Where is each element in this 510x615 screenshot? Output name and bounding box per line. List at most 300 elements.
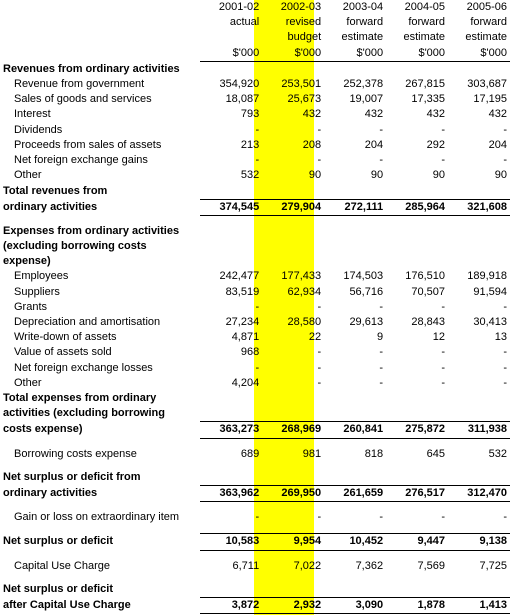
expense-item-label: Suppliers xyxy=(14,285,60,298)
expense-item-value-2: 29,613 xyxy=(349,316,384,329)
spacer-value-1 xyxy=(262,574,324,582)
expense-item-value-4: 13 xyxy=(494,331,507,344)
net-surplus-value-1: 9,954 xyxy=(262,534,324,550)
capital-use-charge xyxy=(0,559,510,574)
expense-item-value-1: 177,433 xyxy=(281,270,322,283)
header-row-3-value-1: $'000 xyxy=(262,46,324,62)
expenses-total-line1-label: Total expenses from ordinary xyxy=(3,392,157,405)
revenues-heading-label: Revenues from ordinary activities xyxy=(3,62,180,75)
expenses-heading-3-value-2 xyxy=(324,254,386,269)
net-ordinary-line1 xyxy=(0,470,510,486)
spacer-label xyxy=(0,550,200,559)
expense-item-value-0: - xyxy=(255,361,260,374)
extraordinary-item-value-4: - xyxy=(503,511,507,524)
spacer xyxy=(0,462,510,470)
revenue-item-value-0: 532 xyxy=(240,169,260,182)
expense-item-value-3: 28,843 xyxy=(411,316,446,329)
expenses-heading-1-value-0 xyxy=(200,224,262,239)
revenue-item-value-1: 90 xyxy=(308,169,322,182)
expense-item-value-0: 968 xyxy=(240,346,260,359)
spacer-value-0 xyxy=(200,574,262,582)
net-ordinary-value-2: 261,659 xyxy=(324,486,386,502)
spacer-label xyxy=(0,502,200,511)
revenue-item-label: Revenue from government xyxy=(14,78,145,90)
expense-item-label: Write-down of assets xyxy=(14,331,117,344)
expense-item-label: Depreciation and amortisation xyxy=(14,316,161,329)
expenses-total-line1-value-0 xyxy=(200,391,262,406)
expenses-heading-3-value-3 xyxy=(386,254,448,269)
revenue-item xyxy=(0,138,510,153)
revenue-item-value-4: - xyxy=(503,154,507,167)
borrowing-costs-value-2: 818 xyxy=(364,447,384,460)
spacer-value-0 xyxy=(200,502,262,511)
expenses-total-line1-value-2 xyxy=(324,391,386,406)
revenue-item-label: Other xyxy=(14,169,42,182)
expense-item-value-3: 12 xyxy=(432,331,446,344)
expense-item-value-3: - xyxy=(441,300,446,313)
net-after-cuc-line1 xyxy=(0,582,510,598)
expenses-total-value-3: 275,872 xyxy=(386,422,448,438)
revenue-item-value-0: - xyxy=(255,123,260,136)
spacer-value-3 xyxy=(386,525,448,534)
spacer-value-4 xyxy=(448,525,510,534)
net-after-cuc-line1-value-0 xyxy=(200,582,262,598)
revenues-heading xyxy=(0,61,510,77)
expenses-heading-2-value-1 xyxy=(262,239,324,254)
expense-item-value-3: 70,507 xyxy=(411,285,446,298)
revenues-heading-value-2 xyxy=(324,61,386,77)
borrowing-costs-label: Borrowing costs expense xyxy=(14,447,137,460)
net-after-cuc-line1-value-3 xyxy=(386,582,448,598)
net-after-cuc-line1-value-4 xyxy=(448,582,510,598)
expenses-total-value-0: 363,273 xyxy=(200,422,262,438)
revenues-heading-value-0 xyxy=(200,61,262,77)
capital-use-charge-value-2: 7,362 xyxy=(355,559,384,572)
revenue-item-label: Net foreign exchange gains xyxy=(14,154,148,167)
expense-item-value-1: - xyxy=(317,376,322,389)
borrowing-costs-value-0: 689 xyxy=(240,447,260,460)
expenses-heading-1-value-3 xyxy=(386,224,448,239)
revenue-item-value-4: 17,195 xyxy=(473,93,507,106)
spacer-value-1 xyxy=(262,550,324,559)
expense-item-value-2: 56,716 xyxy=(349,285,384,298)
revenue-item xyxy=(0,107,510,122)
spacer-value-2 xyxy=(324,525,386,534)
net-after-cuc-line1-label: Net surplus or deficit xyxy=(3,583,114,596)
revenue-item-value-3: - xyxy=(441,154,446,167)
revenue-item-value-2: 19,007 xyxy=(349,93,384,106)
spacer-value-2 xyxy=(324,215,386,224)
extraordinary-item-value-1: - xyxy=(317,511,322,524)
expenses-heading-2-value-4 xyxy=(448,239,510,254)
revenue-item-value-4: 204 xyxy=(488,138,507,151)
spacer-label xyxy=(0,574,200,582)
expense-item-value-3: - xyxy=(441,376,446,389)
spacer-value-4 xyxy=(448,502,510,511)
expenses-total-line2-value-3 xyxy=(386,406,448,422)
capital-use-charge-value-3: 7,569 xyxy=(417,559,446,572)
expense-item-label: Employees xyxy=(14,270,69,283)
expense-item xyxy=(0,300,510,315)
expenses-total-line2-value-0 xyxy=(200,406,262,422)
expense-item-value-2: - xyxy=(379,300,384,313)
expense-item-label: Value of assets sold xyxy=(14,346,112,359)
revenues-total-value-1: 279,904 xyxy=(262,199,324,215)
header-row-3-value-4: $'000 xyxy=(448,46,510,62)
spacer-value-0 xyxy=(200,462,262,470)
expenses-heading-2-value-0 xyxy=(200,239,262,254)
header-row-2-value-0 xyxy=(200,30,262,45)
expenses-heading-2-value-2 xyxy=(324,239,386,254)
expense-item xyxy=(0,361,510,376)
spacer-value-3 xyxy=(386,502,448,511)
expense-item-value-1: 62,934 xyxy=(287,285,322,298)
borrowing-costs xyxy=(0,447,510,462)
expenses-total-label: costs expense) xyxy=(3,423,83,436)
revenue-item-value-1: 253,501 xyxy=(281,78,322,90)
expense-item-value-1: 22 xyxy=(308,331,322,344)
header-row-3-value-0: $'000 xyxy=(200,46,262,62)
revenues-total-line1-value-3 xyxy=(386,183,448,199)
spacer-label xyxy=(0,438,200,447)
expense-item xyxy=(0,269,510,284)
expenses-heading-2-value-3 xyxy=(386,239,448,254)
revenue-item xyxy=(0,153,510,168)
capital-use-charge-value-0: 6,711 xyxy=(232,559,260,572)
spacer-value-4 xyxy=(448,215,510,224)
expenses-total-line2-label: activities (excluding borrowing xyxy=(3,407,165,420)
expense-item-value-2: 9 xyxy=(376,331,384,344)
revenues-total-line1-label: Total revenues from xyxy=(3,184,108,197)
expenses-heading-3-value-4 xyxy=(448,254,510,269)
spacer-value-2 xyxy=(324,438,386,447)
expense-item-label: Other xyxy=(14,376,42,389)
revenue-item-value-4: - xyxy=(503,123,507,136)
header-row-3-label xyxy=(0,46,200,62)
expense-item-value-2: 174,503 xyxy=(343,270,384,283)
header-row-0-value-2: 2003-04 xyxy=(342,1,384,13)
expenses-total-value-4: 311,938 xyxy=(448,422,510,438)
expenses-heading-1-label: Expenses from ordinary activities xyxy=(3,224,180,237)
header-row-1-value-2: forward xyxy=(346,16,384,29)
net-ordinary-line1-value-2 xyxy=(324,470,386,486)
revenue-item-value-2: - xyxy=(379,123,384,136)
spacer-label xyxy=(0,525,200,534)
expense-item xyxy=(0,285,510,300)
net-ordinary-line1-value-4 xyxy=(448,470,510,486)
revenue-item-value-4: 90 xyxy=(494,169,507,182)
header-row-2-label xyxy=(0,30,200,45)
expenses-heading-3-label: expense) xyxy=(3,255,51,268)
spacer-value-2 xyxy=(324,550,386,559)
net-ordinary-value-0: 363,962 xyxy=(200,486,262,502)
spacer-value-0 xyxy=(200,438,262,447)
spacer-value-2 xyxy=(324,462,386,470)
revenue-item-value-0: 18,087 xyxy=(225,93,260,106)
spacer-value-3 xyxy=(386,574,448,582)
expenses-heading-2-label: (excluding borrowing costs xyxy=(3,240,147,253)
net-surplus-label: Net surplus or deficit xyxy=(3,535,114,548)
header-row-3-value-3: $'000 xyxy=(386,46,448,62)
revenue-item-value-3: 17,335 xyxy=(411,93,446,106)
revenue-item-value-2: 90 xyxy=(370,169,384,182)
spacer-label xyxy=(0,215,200,224)
expense-item-label: Net foreign exchange losses xyxy=(14,361,153,374)
revenue-item-value-1: 208 xyxy=(302,138,322,151)
spacer-value-0 xyxy=(200,550,262,559)
revenue-item xyxy=(0,168,510,183)
revenue-item-value-3: 90 xyxy=(432,169,446,182)
spacer-value-4 xyxy=(448,574,510,582)
spacer-value-0 xyxy=(200,215,262,224)
expense-item-value-0: 4,204 xyxy=(231,376,260,389)
expenses-heading-1-value-1 xyxy=(262,224,324,239)
net-after-cuc-label: after Capital Use Charge xyxy=(3,599,131,612)
header-row-2-value-4: estimate xyxy=(465,31,507,44)
net-after-cuc xyxy=(0,598,510,614)
revenues-total-value-0: 374,545 xyxy=(200,199,262,215)
expenses-total-line1 xyxy=(0,391,510,406)
capital-use-charge-value-1: 7,022 xyxy=(293,559,322,572)
revenue-item-value-2: 252,378 xyxy=(343,78,384,90)
expense-item-value-4: 30,413 xyxy=(473,316,507,329)
net-ordinary-label: ordinary activities xyxy=(3,487,98,500)
expenses-total-line2-value-1 xyxy=(262,406,324,422)
spacer xyxy=(0,215,510,224)
revenue-item-value-0: 354,920 xyxy=(219,78,260,90)
expense-item-value-3: - xyxy=(441,361,446,374)
net-surplus-value-3: 9,447 xyxy=(386,534,448,550)
expenses-heading-1 xyxy=(0,224,510,239)
capital-use-charge-label: Capital Use Charge xyxy=(14,559,110,572)
net-after-cuc-value-2: 3,090 xyxy=(324,598,386,614)
revenues-total-line1 xyxy=(0,183,510,199)
expenses-heading-3 xyxy=(0,254,510,269)
header-row-2-value-2: estimate xyxy=(341,31,384,44)
revenue-item-value-3: 267,815 xyxy=(405,78,446,90)
borrowing-costs-value-1: 981 xyxy=(302,447,322,460)
net-after-cuc-line1-value-1 xyxy=(262,582,324,598)
net-ordinary xyxy=(0,486,510,502)
revenue-item-label: Sales of goods and services xyxy=(14,93,152,106)
expense-item-value-4: - xyxy=(503,300,507,313)
net-ordinary-line1-label: Net surplus or deficit from xyxy=(3,471,141,484)
extraordinary-item-label: Gain or loss on extraordinary item xyxy=(14,511,180,524)
spacer-value-4 xyxy=(448,550,510,559)
capital-use-charge-value-4: 7,725 xyxy=(479,559,507,572)
expense-item xyxy=(0,345,510,360)
revenues-total-line1-value-4 xyxy=(448,183,510,199)
revenue-item-value-4: 303,687 xyxy=(467,78,507,90)
extraordinary-item-value-0: - xyxy=(255,511,260,524)
revenue-item-label: Dividends xyxy=(14,123,63,136)
revenue-item xyxy=(0,77,510,92)
expense-item xyxy=(0,376,510,391)
revenue-item-value-3: 292 xyxy=(426,138,446,151)
net-ordinary-line1-value-3 xyxy=(386,470,448,486)
expense-item-value-1: 28,580 xyxy=(287,316,322,329)
expense-item-value-3: 176,510 xyxy=(405,270,446,283)
spacer xyxy=(0,502,510,511)
spacer-value-3 xyxy=(386,438,448,447)
revenue-item-value-1: - xyxy=(317,154,322,167)
expense-item-value-1: - xyxy=(317,300,322,313)
revenues-total-value-3: 285,964 xyxy=(386,199,448,215)
revenue-item-value-1: 25,673 xyxy=(287,93,322,106)
header-row-1-value-3: forward xyxy=(408,16,446,29)
revenue-item-value-2: 432 xyxy=(364,108,384,121)
header-row-1-label xyxy=(0,15,200,30)
header-row-3 xyxy=(0,46,510,62)
expense-item-value-0: 242,477 xyxy=(219,270,260,283)
revenue-item xyxy=(0,92,510,107)
revenue-item-value-4: 432 xyxy=(488,108,507,121)
expenses-heading-1-value-2 xyxy=(324,224,386,239)
extraordinary-item-value-2: - xyxy=(379,511,384,524)
revenue-item-value-3: - xyxy=(441,123,446,136)
header-row-0-label xyxy=(0,0,200,15)
revenues-heading-value-1 xyxy=(262,61,324,77)
expenses-total-line1-value-4 xyxy=(448,391,510,406)
expense-item-value-2: - xyxy=(379,376,384,389)
expenses-total-line1-value-3 xyxy=(386,391,448,406)
spacer-value-3 xyxy=(386,462,448,470)
borrowing-costs-value-3: 645 xyxy=(426,447,446,460)
revenue-item-value-3: 432 xyxy=(426,108,446,121)
net-after-cuc-value-1: 2,932 xyxy=(262,598,324,614)
revenues-total-line1-value-1 xyxy=(262,183,324,199)
net-surplus-value-2: 10,452 xyxy=(324,534,386,550)
expenses-total-line2-value-4 xyxy=(448,406,510,422)
revenue-item-value-1: - xyxy=(317,123,322,136)
revenues-heading-value-3 xyxy=(386,61,448,77)
header-row-1 xyxy=(0,15,510,30)
revenues-total-line1-value-2 xyxy=(324,183,386,199)
spacer-value-4 xyxy=(448,438,510,447)
expense-item-value-2: - xyxy=(379,361,384,374)
expenses-total xyxy=(0,422,510,438)
revenue-item-value-0: 213 xyxy=(240,138,260,151)
revenue-item xyxy=(0,123,510,138)
net-after-cuc-value-3: 1,878 xyxy=(386,598,448,614)
spacer xyxy=(0,438,510,447)
expense-item-value-4: - xyxy=(503,346,507,359)
spacer-value-1 xyxy=(262,462,324,470)
expense-item-value-0: 83,519 xyxy=(225,285,260,298)
revenue-item-value-2: - xyxy=(379,154,384,167)
spacer-value-2 xyxy=(324,502,386,511)
header-row-1-value-0: actual xyxy=(229,16,260,29)
spacer xyxy=(0,525,510,534)
expense-item xyxy=(0,315,510,330)
header-row-2 xyxy=(0,30,510,45)
header-row-1-value-4: forward xyxy=(470,16,507,29)
expense-item-value-0: - xyxy=(255,300,260,313)
expenses-heading-3-value-1 xyxy=(262,254,324,269)
spacer xyxy=(0,550,510,559)
expenses-heading-1-value-4 xyxy=(448,224,510,239)
header-row-2-value-1: budget xyxy=(287,31,322,44)
revenues-heading-value-4 xyxy=(448,61,510,77)
net-after-cuc-line1-value-2 xyxy=(324,582,386,598)
revenue-item-label: Interest xyxy=(14,108,51,121)
revenue-item-value-1: 432 xyxy=(302,108,322,121)
net-after-cuc-value-0: 3,872 xyxy=(200,598,262,614)
expense-item-value-3: - xyxy=(441,346,446,359)
expenses-total-line1-value-1 xyxy=(262,391,324,406)
net-ordinary-line1-value-0 xyxy=(200,470,262,486)
header-row-1-value-1: revised xyxy=(285,16,322,29)
header-row-0-value-1: 2002-03 xyxy=(280,1,322,13)
net-ordinary-value-3: 276,517 xyxy=(386,486,448,502)
header-row-0-value-4: 2005-06 xyxy=(466,1,507,13)
expense-item-value-4: 189,918 xyxy=(467,270,507,283)
expense-item xyxy=(0,330,510,345)
expense-item-value-4: - xyxy=(503,361,507,374)
header-row-0-value-3: 2004-05 xyxy=(404,1,446,13)
spacer-value-3 xyxy=(386,550,448,559)
expenses-total-value-2: 260,841 xyxy=(324,422,386,438)
revenue-item-value-0: - xyxy=(255,154,260,167)
header-row-3-value-2: $'000 xyxy=(324,46,386,62)
net-ordinary-value-4: 312,470 xyxy=(448,486,510,502)
expense-item-value-1: - xyxy=(317,346,322,359)
revenues-total-value-2: 272,111 xyxy=(324,199,386,215)
expenses-total-line2-value-2 xyxy=(324,406,386,422)
expenses-total-value-1: 268,969 xyxy=(262,422,324,438)
expense-item-value-0: 4,871 xyxy=(231,331,260,344)
expense-item-value-2: - xyxy=(379,346,384,359)
spacer-value-4 xyxy=(448,462,510,470)
net-after-cuc-value-4: 1,413 xyxy=(448,598,510,614)
expenses-heading-3-value-0 xyxy=(200,254,262,269)
revenue-item-value-0: 793 xyxy=(240,108,260,121)
spacer-value-1 xyxy=(262,438,324,447)
revenues-total xyxy=(0,199,510,215)
header-row-2-value-3: estimate xyxy=(403,31,446,44)
header-row-0 xyxy=(0,0,510,15)
spacer-label xyxy=(0,462,200,470)
spacer-value-3 xyxy=(386,215,448,224)
expenses-heading-2 xyxy=(0,239,510,254)
revenue-item-label: Proceeds from sales of assets xyxy=(14,138,162,151)
revenues-total-value-4: 321,608 xyxy=(448,199,510,215)
spacer-value-1 xyxy=(262,525,324,534)
borrowing-costs-value-4: 532 xyxy=(488,447,507,460)
extraordinary-item-value-3: - xyxy=(441,511,446,524)
spacer xyxy=(0,574,510,582)
net-surplus-value-4: 9,138 xyxy=(448,534,510,550)
net-surplus-value-0: 10,583 xyxy=(200,534,262,550)
expense-item-value-1: - xyxy=(317,361,322,374)
net-ordinary-value-1: 269,950 xyxy=(262,486,324,502)
net-ordinary-line1-value-1 xyxy=(262,470,324,486)
revenue-item-value-2: 204 xyxy=(364,138,384,151)
expenses-total-line2 xyxy=(0,406,510,422)
expense-item-value-4: 91,594 xyxy=(473,285,507,298)
net-surplus xyxy=(0,534,510,550)
expense-item-value-4: - xyxy=(503,376,507,389)
expense-item-label: Grants xyxy=(14,300,48,313)
spacer-value-2 xyxy=(324,574,386,582)
spacer-value-0 xyxy=(200,525,262,534)
spacer-value-1 xyxy=(262,502,324,511)
expense-item-value-0: 27,234 xyxy=(225,316,260,329)
revenues-total-label: ordinary activities xyxy=(3,200,98,213)
revenues-total-line1-value-0 xyxy=(200,183,262,199)
extraordinary-item xyxy=(0,510,510,525)
header-row-0-value-0: 2001-02 xyxy=(218,1,260,13)
